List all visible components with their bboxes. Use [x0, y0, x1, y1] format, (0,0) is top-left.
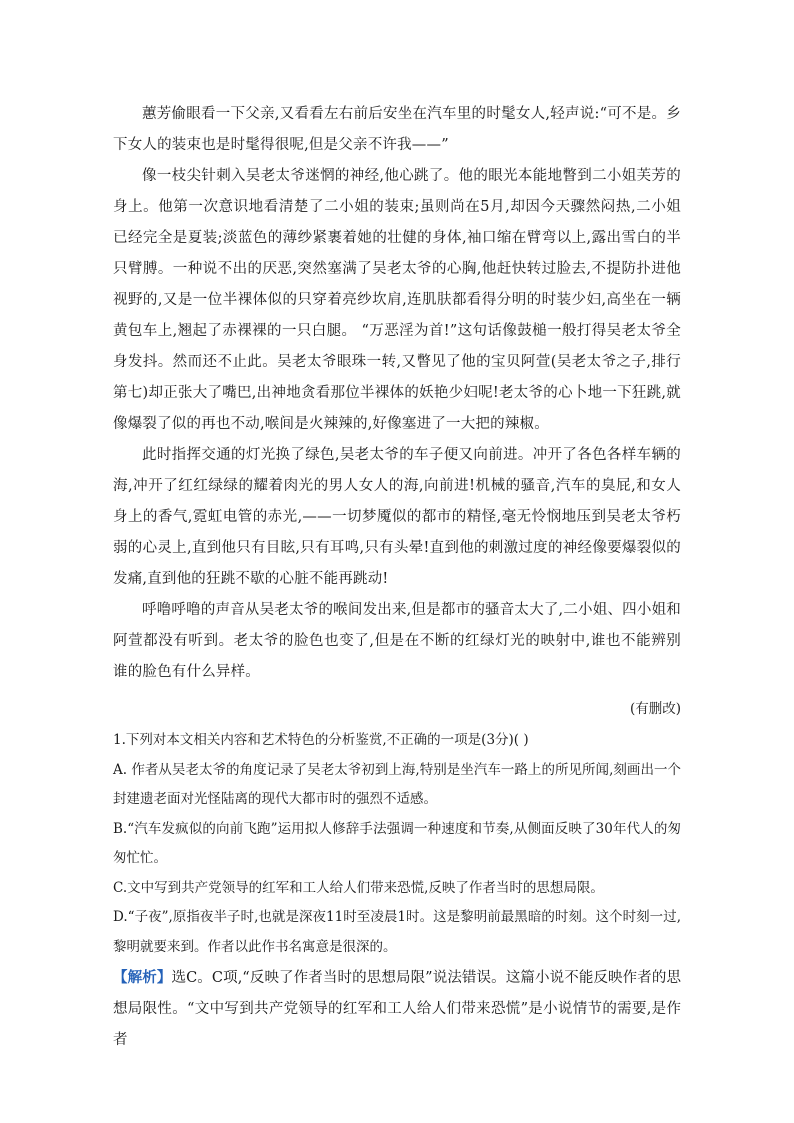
question-option-a: A. 作者从吴老太爷的角度记录了吴老太爷初到上海,特别是坐汽车一路上的所见所闻,刻画出一个封建遗老面对光怪陆离的现代大都市时的强烈不适感。 — [113, 761, 681, 807]
question-option-d: D.“子夜”,原指夜半子时,也就是深夜11时至凌晨1时。这是黎明前最黑暗的时刻。这个时刻一过,黎明就要来到。作者以此作书名寓意是很深的。 — [113, 909, 681, 955]
analysis-text: 选C。C项,“反映了作者当时的思想局限”说法错误。这篇小说不能反映作者的思想局限性。“文中写到共产党领导的红军和工人给人们带来恐慌”是小说情节的需要,是作者 — [113, 970, 682, 1048]
document-page — [113, 99, 681, 1056]
source-note: (有删改) — [629, 701, 681, 717]
passage-paragraph-1: 蕙芳偷眼看一下父亲,又看看左右前后安坐在汽车里的时髦女人,轻声说:“可不是。乡下女人的装束也是时髦得很呢,但是父亲不许我——” — [113, 106, 681, 153]
question-option-c: C.文中写到共产党领导的红军和工人给人们带来恐慌,反映了作者当时的思想局限。 — [113, 879, 604, 896]
question-option-b: B.“汽车发疯似的向前飞跑”运用拟人修辞手法强调一种速度和节奏,从侧面反映了30年代人的匆匆忙忙。 — [113, 820, 681, 866]
question-title: 1.下列对本文相关内容和艺术特色的分析鉴赏,不正确的一项是(3分)( ) — [113, 732, 529, 748]
analysis-tag: 【解析】 — [113, 969, 172, 986]
passage-paragraph-2: 像一枝尖针刺入吴老太爷迷惘的神经,他心跳了。他的眼光本能地瞥到二小姐芙芳的身上。他第一次意识地看清楚了二小姐的装束;虽则尚在5月,却因今天骤然闷热,二小姐已经完全是夏装;淡蓝色的薄纱紧裹着她的壮健的身体,袖口缩在臂弯以上,露出雪白的半只臂膊。一种说不出的厌恶,突然塞满了吴老太爷的心胸,他赶快转过脸去,不提防扑进他视野的,又是一位半裸体似的只穿着亮纱坎肩,连肌肤都看得分明的时装少妇,高坐在一辆黄包车上,翘起了赤裸裸的一只白腿。 “万恶淫为首!”这句话像鼓槌一般打得吴老太爷全身发抖。然而还不止此。吴老太爷眼珠一转,又瞥见了他的宝贝阿萱(吴老太爷之子,排行第七)却正张大了嘴巴,出神地贪看那位半裸体的妖艳少妇呢!老太爷的心卜地一下狂跳,就像爆裂了似的再也不动,喉间是火辣辣的,好像塞进了一大把的辣椒。 — [113, 168, 681, 432]
analysis-paragraph — [113, 962, 681, 1056]
passage-paragraph-4: 呼噜呼噜的声音从吴老太爷的喉间发出来,但是都市的骚音太大了,二小姐、四小姐和阿萱都没有听到。老太爷的脸色也变了,但是在不断的红绿灯光的映射中,谁也不能辨别谁的脸色有什么异样。 — [113, 602, 681, 680]
passage-paragraph-3: 此时指挥交通的灯光换了绿色,吴老太爷的车子便又向前进。冲开了各色各样车辆的海,冲开了红红绿绿的耀着肉光的男人女人的海,向前进!机械的骚音,汽车的臭屁,和女人身上的香气,霓虹电管的赤光,——一切梦魇似的都市的精怪,毫无怜悯地压到吴老太爷朽弱的心灵上,直到他只有目眩,只有耳鸣,只有头晕!直到他的刺激过度的神经像要爆裂似的发痛,直到他的狂跳不歇的心脏不能再跳动! — [113, 447, 681, 587]
